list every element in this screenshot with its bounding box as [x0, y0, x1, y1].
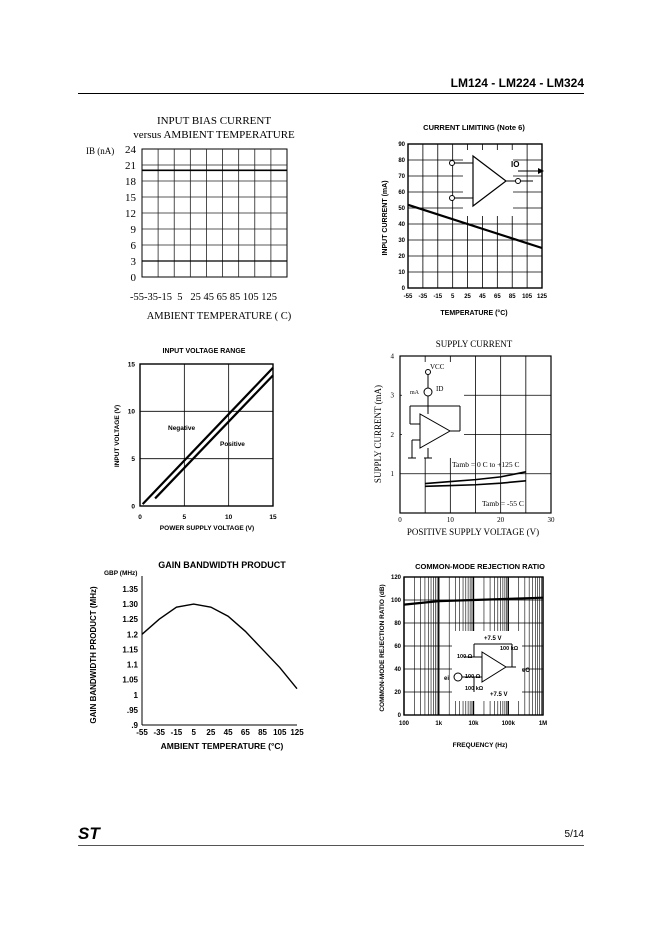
x-tick-label: 0	[138, 514, 142, 521]
y-tick-label: .95	[126, 705, 138, 715]
y-tick-label: 20	[398, 254, 405, 261]
chart5-yticks	[122, 585, 138, 730]
chart6-label-v1: +7.5 V	[484, 636, 502, 642]
y-tick-label: 3	[130, 255, 136, 268]
y-tick-label: 0	[397, 713, 401, 720]
chart5-yunit: GBP (MHz)	[104, 570, 138, 577]
chart4-label-tamb1: Tamb = 0 C to +125 C	[452, 460, 520, 469]
chart4-label-ma: mA	[410, 390, 419, 396]
y-tick-label: 1.15	[122, 645, 138, 655]
chart2-yticks	[398, 142, 405, 292]
x-tick-label: -15	[170, 728, 183, 737]
y-tick-label: 1.25	[122, 615, 138, 625]
chart5-ylabel: GAIN BANDWIDTH PRODUCT (MHz)	[89, 586, 98, 724]
chart4-yticks	[391, 352, 395, 478]
y-tick-label: 2	[390, 430, 394, 439]
chart2-xticks	[404, 294, 548, 300]
chart3-yticks	[128, 361, 136, 510]
chart3-label-negative: Negative	[168, 425, 196, 432]
chart6-xticks	[399, 721, 547, 727]
x-tick-label: 100k	[501, 721, 515, 727]
chart3-title: INPUT VOLTAGE RANGE	[162, 348, 246, 355]
y-tick-label: 80	[398, 158, 405, 165]
x-tick-label: 10	[225, 514, 233, 521]
st-logo-text: ST	[78, 824, 100, 843]
x-tick-label: 85	[508, 294, 516, 300]
chart6-title: COMMON-MODE REJECTION RATIO	[415, 562, 545, 571]
y-tick-label: 0	[401, 286, 405, 293]
chart1-yticks	[125, 144, 137, 284]
chart5-xticks	[136, 728, 304, 737]
chart6-label-r2: 100 Ω	[457, 654, 473, 660]
chart2-title: CURRENT LIMITING (Note 6)	[423, 123, 525, 132]
x-tick-label: 45	[479, 294, 486, 300]
chart3-ylabel: INPUT VOLTAGE (V)	[114, 404, 121, 468]
x-tick-label: 15	[269, 514, 277, 521]
chart4-label-vcc: VCC	[430, 363, 445, 371]
page-number: 5/14	[564, 829, 584, 840]
chart2-xlabel: TEMPERATURE (°C)	[440, 310, 508, 317]
x-tick-label: 25	[206, 728, 216, 737]
chart1-title: INPUT BIAS CURRENT	[156, 115, 272, 127]
y-tick-label: 70	[398, 174, 405, 181]
y-tick-label: 18	[125, 175, 136, 188]
chart6-label-v2: +7.5 V	[490, 692, 508, 698]
chart2-annotation-io: IO	[511, 160, 520, 169]
x-tick-label: 5	[191, 728, 196, 737]
chart4-label-id: ID	[436, 385, 444, 393]
y-tick-label: 120	[390, 575, 401, 582]
x-tick-label: 85	[258, 728, 268, 737]
chart3-series-positive	[155, 375, 273, 498]
y-tick-label: 40	[394, 667, 401, 674]
x-tick-label: -35	[418, 294, 428, 300]
y-tick-label: 1.35	[122, 585, 138, 594]
chart4-label-tamb2: Tamb = -55 C	[482, 499, 524, 508]
x-tick-label: 105	[273, 728, 287, 737]
y-tick-label: 100	[390, 598, 401, 605]
chart4-title: SUPPLY CURRENT	[435, 339, 513, 349]
y-tick-label: 60	[398, 190, 405, 197]
chart1-xticks: -55-35-15 5 25 45 65 85 105 125	[130, 292, 277, 303]
chart3-series-negative	[143, 368, 273, 504]
y-tick-label: 24	[125, 143, 136, 156]
chart1-xlabel: AMBIENT TEMPERATURE ( C)	[146, 311, 292, 322]
x-tick-label: 1M	[538, 721, 548, 727]
x-tick-label: 105	[522, 294, 533, 300]
x-tick-label: 65	[240, 728, 250, 737]
chart4-ylabel: SUPPLY CURRENT (mA)	[373, 384, 383, 484]
chart6-label-ei: ei	[444, 676, 450, 682]
y-tick-label: 6	[130, 239, 136, 252]
x-tick-label: -55	[403, 294, 413, 300]
chart-current-limiting	[378, 118, 548, 323]
chart-input-bias	[80, 110, 320, 325]
x-tick-label: 10k	[468, 721, 479, 727]
y-tick-label: 1.05	[122, 675, 138, 685]
y-tick-label: 5	[131, 455, 135, 463]
chart5-xlabel: AMBIENT TEMPERATURE (°C)	[160, 741, 284, 751]
y-tick-label: 1	[133, 690, 138, 700]
chart3-xlabel: POWER SUPPLY VOLTAGE (V)	[159, 525, 255, 532]
y-tick-label: 60	[394, 644, 401, 651]
y-tick-label: 40	[398, 222, 405, 229]
y-tick-label: 15	[127, 361, 135, 369]
x-tick-label: 125	[290, 728, 304, 737]
chart3-xticks	[138, 514, 277, 521]
y-tick-label: 15	[125, 191, 136, 204]
chart6-yticks	[391, 575, 402, 719]
x-tick-label: 20	[497, 516, 505, 524]
x-tick-label: 5	[450, 294, 455, 300]
y-tick-label: 30	[398, 238, 405, 245]
y-tick-label: 1	[390, 470, 394, 479]
chart6-label-r1: 100 kΩ	[500, 646, 519, 652]
x-tick-label: 5	[182, 514, 187, 521]
chart6-xlabel: FREQUENCY (Hz)	[452, 742, 508, 749]
y-tick-label: 21	[125, 159, 136, 172]
chart6-label-eo: eO	[522, 668, 531, 674]
chart1-subtitle: versus AMBIENT TEMPERATURE	[133, 129, 295, 141]
y-tick-label: 0	[131, 503, 135, 511]
y-tick-label: 0	[130, 271, 136, 284]
chart4-xticks	[398, 516, 555, 524]
x-tick-label: 0	[398, 516, 402, 524]
x-tick-label: -55	[136, 728, 148, 737]
y-tick-label: 3	[390, 391, 394, 400]
y-tick-label: 10	[127, 408, 135, 416]
chart3-label-positive: Positive	[220, 441, 245, 448]
x-tick-label: -15	[433, 294, 443, 300]
y-tick-label: 1.2	[126, 630, 138, 640]
chart5-series-gbp	[142, 604, 297, 689]
x-tick-label: 25	[464, 294, 471, 300]
chart-cmrr	[374, 560, 559, 755]
y-tick-label: 12	[125, 207, 136, 220]
y-tick-label: 1.30	[122, 600, 138, 610]
x-tick-label: 125	[536, 294, 548, 300]
chart4-opamp-circuit	[402, 362, 464, 458]
chart6-label-r4: 100 kΩ	[465, 686, 484, 692]
footer-rule	[78, 845, 584, 846]
x-tick-label: 100	[398, 721, 410, 727]
x-tick-label: 65	[493, 294, 501, 300]
header-title: LM124 - LM224 - LM324	[450, 76, 584, 90]
x-tick-label: 1k	[435, 721, 443, 727]
chart-input-voltage-range	[110, 344, 290, 534]
y-tick-label: 20	[394, 690, 401, 697]
x-tick-label: 45	[223, 728, 233, 737]
y-tick-label: 50	[398, 206, 405, 213]
y-tick-label: 80	[394, 621, 401, 628]
y-tick-label: 9	[130, 223, 136, 236]
chart6-label-r3: 100 Ω	[465, 674, 481, 680]
y-tick-label: .9	[131, 721, 138, 730]
y-tick-label: 10	[398, 270, 405, 277]
header-rule	[78, 93, 584, 94]
chart4-xlabel: POSITIVE SUPPLY VOLTAGE (V)	[406, 527, 540, 537]
chart-supply-current	[370, 336, 560, 541]
y-tick-label: 90	[398, 142, 405, 149]
y-tick-label: 1.1	[126, 660, 138, 670]
chart5-title: GAIN BANDWIDTH PRODUCT	[158, 560, 286, 570]
chart2-ylabel: INPUT CURRENT (mA)	[382, 180, 389, 256]
x-tick-label: 30	[547, 516, 555, 524]
x-tick-label: 10	[446, 516, 454, 524]
x-tick-label: -35	[153, 728, 166, 737]
chart1-grid	[142, 149, 287, 277]
chart1-ylabel: IB (nA)	[86, 146, 115, 156]
chart6-ylabel: COMMON-MODE REJECTION RATIO (dB)	[379, 584, 386, 712]
st-logo	[76, 824, 106, 842]
chart-gain-bandwidth	[82, 555, 312, 760]
y-tick-label: 4	[390, 352, 394, 361]
